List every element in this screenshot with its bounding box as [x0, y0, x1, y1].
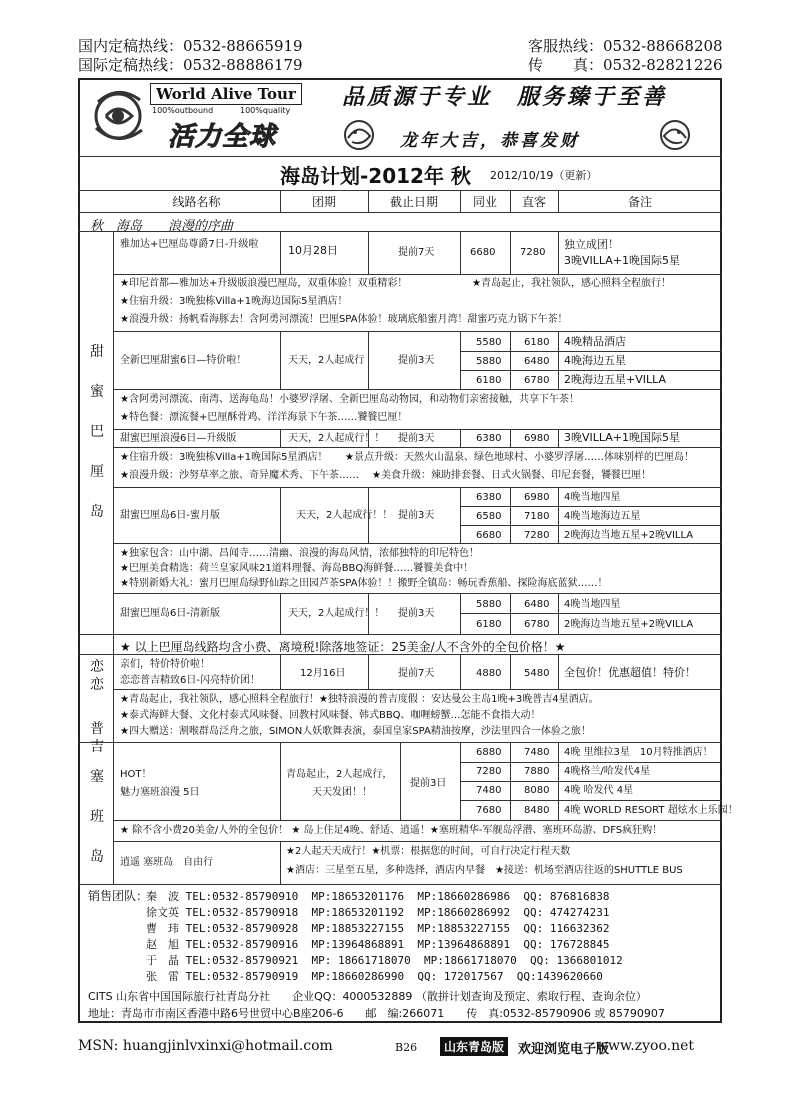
deadline: 提前7天 [398, 668, 435, 679]
peer-price: 7280 [476, 766, 502, 777]
sales-contact: 徐文英 TEL:0532-85790918 MP:18653201192 MP:18660286992 QQ: 474274231 [146, 906, 610, 919]
footer-brand: 山东青岛版 [440, 1037, 508, 1056]
season-label: 秋 海岛 浪漫的序曲 [90, 219, 234, 234]
direct-price: 6480 [524, 599, 550, 610]
highlight: ★印尼首都—雅加达+升级版浪漫巴厘岛，双重体验！双重精彩！ [120, 278, 408, 289]
section-char: 恋 [90, 659, 104, 675]
route-name: HOT！ [120, 769, 152, 780]
route-name: 甜蜜巴厘岛6日-蜜月版 [120, 510, 220, 521]
departure-date: 天天发团！！ [312, 787, 372, 798]
direct-price: 5480 [524, 668, 550, 679]
peer-price: 7680 [476, 805, 502, 816]
note: 3晚VILLA+1晚国际5星 [564, 254, 681, 267]
note: 全包价！优惠超值！特价！ [564, 666, 696, 679]
deadline: 提前7天 [398, 247, 435, 258]
deadline: 提前3天 [398, 608, 435, 619]
highlight: ★特色餐：漂流餐+巴厘酥骨鸡、洋洋海景下午茶……饕餮巴厘！ [120, 412, 408, 423]
section-char: 班 [90, 809, 104, 825]
footer-website[interactable]: www.zyoo.net [596, 1038, 695, 1054]
divider [78, 156, 722, 157]
peer-price: 5580 [476, 337, 502, 348]
company-address: 地址：青岛市市南区香港中路6号世贸中心B座206-6 邮 编:266071 传 真:0532-85790906 或 85790907 [88, 1007, 665, 1020]
direct-price: 6780 [524, 619, 550, 630]
direct-price: 7480 [524, 747, 550, 758]
note: 4晚 哈发代 4星 [564, 785, 634, 796]
note: 4晚当地四星 [564, 492, 621, 503]
sales-contact: 曹 玮 TEL:0532-85790928 MP:18853227155 MP:18853227155 QQ: 116632362 [146, 922, 610, 935]
peer-price: 5880 [476, 599, 502, 610]
col-header-peer: 同业 [472, 195, 497, 209]
section-char: 普 [90, 721, 104, 737]
service-hotline: 客服热线：0532-88668208 [528, 37, 723, 55]
note: 4晚格兰/哈发代4星 [564, 766, 651, 777]
note: 4晚 里维拉3星 10月特推酒店！ [564, 747, 713, 758]
note: 4晚精品酒店 [564, 335, 626, 348]
note: 独立成团！ [564, 238, 619, 251]
peer-price: 5880 [476, 356, 502, 367]
section-char: 塞 [90, 769, 104, 785]
highlight: ★泰式海鲜大餐、文化村泰式风味餐、回教村风味餐、韩式BBQ、咖喱螃蟹…怎能不食指大动！ [120, 710, 541, 721]
direct-price: 7280 [520, 247, 546, 258]
note: 4晚当地海边五星 [564, 511, 641, 522]
sales-contact: 秦 波 TEL:0532-85790910 MP:18653201176 MP:18660286986 QQ: 876816838 [146, 890, 610, 903]
brand-name-en: World Alive Tour [150, 83, 302, 105]
intl-hotline: 国际定稿热线：0532-88886179 [78, 56, 303, 74]
note: 2晚海边当地五星+2晚VILLA [564, 530, 694, 541]
bali-notice: ★ 以上巴厘岛线路均含小费、离境税!除落地签证：25美金/人不含外的全包价格！★ [120, 640, 566, 654]
deadline: 提前3天 [398, 355, 435, 366]
section-char: 吉 [90, 739, 104, 755]
brand-sub-right: 100%quality [240, 106, 291, 115]
highlight: ★独家包含：山中湖、昌闻寺……清幽、浪漫的海岛风情，浓郁独特的印尼特色！ [120, 548, 479, 559]
direct-price: 6480 [524, 356, 550, 367]
peer-price: 4880 [476, 668, 502, 679]
direct-price: 7180 [524, 511, 550, 522]
highlight: ★青岛起止，我社领队，感心照料全程旅行！ [472, 278, 671, 289]
section-saipan-label [82, 770, 112, 890]
update-date: 2012/10/19（更新） [490, 169, 598, 182]
section-char: 蜜 [90, 384, 104, 400]
note: 3晚VILLA+1晚国际5星 [564, 431, 681, 444]
brand-name-cn: 活力全球 [168, 122, 277, 152]
note: 2晚海边五星+VILLA [564, 373, 667, 386]
highlight: ★美食升级：辣助排套餐、日式火锅餐、印尼套餐，饕餮巴厘！ [372, 470, 651, 481]
footer-tagline: 欢迎浏览电子版 [518, 1042, 610, 1057]
col-header-route: 线路名称 [172, 195, 221, 209]
company-info: CITS 山东省中国国际旅行社青岛分社 企业QQ：4000532889 （散拼计划查询及预定、索取行程、查询余位） [88, 990, 647, 1003]
highlight: ★青岛起止，我社领队，感心照料全程旅行！★独特浪漫的普吉度假 ：安达曼公主岛1晚+3晚普吉4星酒店。 [120, 694, 599, 705]
fax-number: 传 真：0532-82821226 [528, 56, 723, 74]
departure-date: 10月28日 [288, 244, 338, 257]
peer-price: 6180 [476, 375, 502, 386]
peer-price: 6680 [476, 530, 502, 541]
highlight: ★四大赠送：割喉群岛泛舟之旅，SIMON人妖歌舞表演，泰国皇家SPA精油按摩，沙法里四合一体验之旅！ [120, 726, 591, 737]
route-name: 甜蜜巴厘岛6日-清新版 [120, 608, 220, 619]
departure-date: 天天，2人起成行！！ [288, 608, 385, 619]
direct-price: 6980 [524, 433, 550, 444]
route-name: 全新巴厘甜蜜6日—特价啦！ [120, 355, 247, 366]
slogan: 品质源于专业 服务臻于至善 [342, 85, 668, 110]
section-char: 恋 [90, 677, 104, 693]
section-char: 巴 [90, 424, 104, 440]
peer-price: 6380 [476, 492, 502, 503]
note: 4晚当地四星 [564, 599, 621, 610]
highlight: ★含阿勇河漂流、南湾、送海龟岛！小婆罗浮屠、全新巴厘岛动物园，和动物们亲密接触，共享下午茶！ [120, 394, 579, 405]
highlight: ★景点升级：天然火山温泉、绿色地球村、小婆罗浮屠……体味别样的巴厘岛！ [345, 452, 694, 463]
deadline: 提前3日 [410, 778, 447, 789]
peer-price: 6580 [476, 511, 502, 522]
dragon-icon [656, 116, 694, 154]
direct-price: 8080 [524, 785, 550, 796]
deadline: 提前3天 [398, 433, 435, 444]
direct-price: 6980 [524, 492, 550, 503]
greeting: 龙年大吉，恭喜发财 [400, 131, 580, 151]
highlight: ★浪漫升级：沙努草率之旅、奇异魔术秀、下午茶…… [120, 470, 359, 481]
departure-date: 天天，2人起成行 [288, 355, 365, 366]
peer-price: 7480 [476, 785, 502, 796]
highlight: ★浪漫升级：扬帆看海豚去！含阿勇河漂流！巴厘SPA体验！玻璃底船蜜月湾！甜蜜巧克力锅下午茶！ [120, 314, 568, 325]
route-name: 甜蜜巴厘浪漫6日—升级版 [120, 433, 237, 444]
route-name: 魅力塞班浪漫 5日 [120, 787, 200, 798]
sales-contact: 于 晶 TEL:0532-85790921 MP: 18661718070 MP:18661718070 QQ: 1366801012 [146, 954, 623, 967]
page-title: 海岛计划-2012年 秋 [280, 164, 471, 188]
highlight: ★住宿升级：3晚独栋Villa+1晚国际5星酒店！ [120, 452, 328, 463]
route-name: 雅加达+巴厘岛尊爵7日-升级啦 [120, 239, 259, 250]
highlight: ★ 除不含小费20美金/人外的全包价！ ★ 岛上住足4晚、舒适、逍遥！★塞班精华-军舰岛浮潜、塞班环岛游、DFS疯狂购！ [120, 825, 663, 836]
dragon-icon [340, 116, 378, 154]
departure-date: 天天，2人起成行！！ [296, 510, 393, 521]
highlight: ★2人起天天成行！★机票：根据您的时间，可自行决定行程天数 [286, 846, 571, 857]
sales-contact: 赵 旭 TEL:0532-85790916 MP:13964868891 MP:13964868891 QQ: 176728845 [146, 938, 610, 951]
peer-price: 6180 [476, 619, 502, 630]
highlight: ★巴厘美食精选：荷兰皇家风味21道料理餐、海岛BBQ海鲜餐……饕餮美食中！ [120, 563, 474, 574]
col-header-date: 团期 [311, 195, 336, 209]
peer-price: 6680 [470, 247, 496, 258]
section-char: 甜 [90, 344, 104, 360]
route-name: 逍遥 塞班岛 自由行 [120, 857, 214, 868]
domestic-hotline: 国内定稿热线：0532-88665919 [78, 37, 303, 55]
direct-price: 6780 [524, 375, 550, 386]
route-name: 恋恋普吉精致6日-闪亮特价团！ [120, 675, 260, 686]
departure-date: 天天，2人起成行！！ [288, 433, 385, 444]
col-header-deadline: 截止日期 [389, 195, 438, 209]
sales-label: 销售团队： [88, 889, 149, 903]
peer-price: 6380 [476, 433, 502, 444]
brand-sub-left: 100%outbound [152, 106, 214, 115]
direct-price: 8480 [524, 805, 550, 816]
section-bali-label [82, 345, 112, 545]
sales-contact: 张 雷 TEL:0532-85790919 MP:18660286990 QQ: 172017567 QQ:1439620660 [146, 970, 603, 983]
departure-date: 青岛起止，2人起成行， [286, 769, 393, 780]
direct-price: 6180 [524, 337, 550, 348]
section-char: 岛 [90, 849, 104, 865]
highlight: ★酒店：三星至五星，多种选择，酒店内早餐 ★接送：机场至酒店往返的SHUTTLE BUS [286, 865, 683, 876]
highlight: ★特别新婚大礼：蜜月巴厘岛绿野仙踪之田园芦茶SPA体验！！搬野全镇岛：畅玩香蕉船、探险海底蓝狱……！ [120, 578, 608, 589]
departure-date: 12月16日 [300, 668, 346, 679]
section-char: 岛 [90, 504, 104, 520]
note: 2晚海边当地五星+2晚VILLA [564, 619, 694, 630]
section-phuket-label [82, 660, 112, 780]
section-char: 厘 [90, 464, 104, 480]
footer-msn: MSN: huangjinlvxinxi@hotmail.com [78, 1038, 333, 1054]
direct-price: 7280 [524, 530, 550, 541]
col-header-direct: 直客 [521, 195, 546, 209]
note: 4晚 WORLD RESORT 超炫水上乐园！ [564, 805, 738, 816]
peer-price: 6880 [476, 747, 502, 758]
highlight: ★住宿升级：3晚独栋Villa+1晚海边国际5星酒店！ [120, 296, 348, 307]
col-header-note: 备注 [627, 195, 652, 209]
route-name: 亲们，特价特价啦！ [120, 659, 210, 670]
deadline: 提前3天 [398, 510, 435, 521]
direct-price: 7880 [524, 766, 550, 777]
page-number: B26 [395, 1041, 418, 1054]
note: 4晚海边五星 [564, 354, 626, 367]
